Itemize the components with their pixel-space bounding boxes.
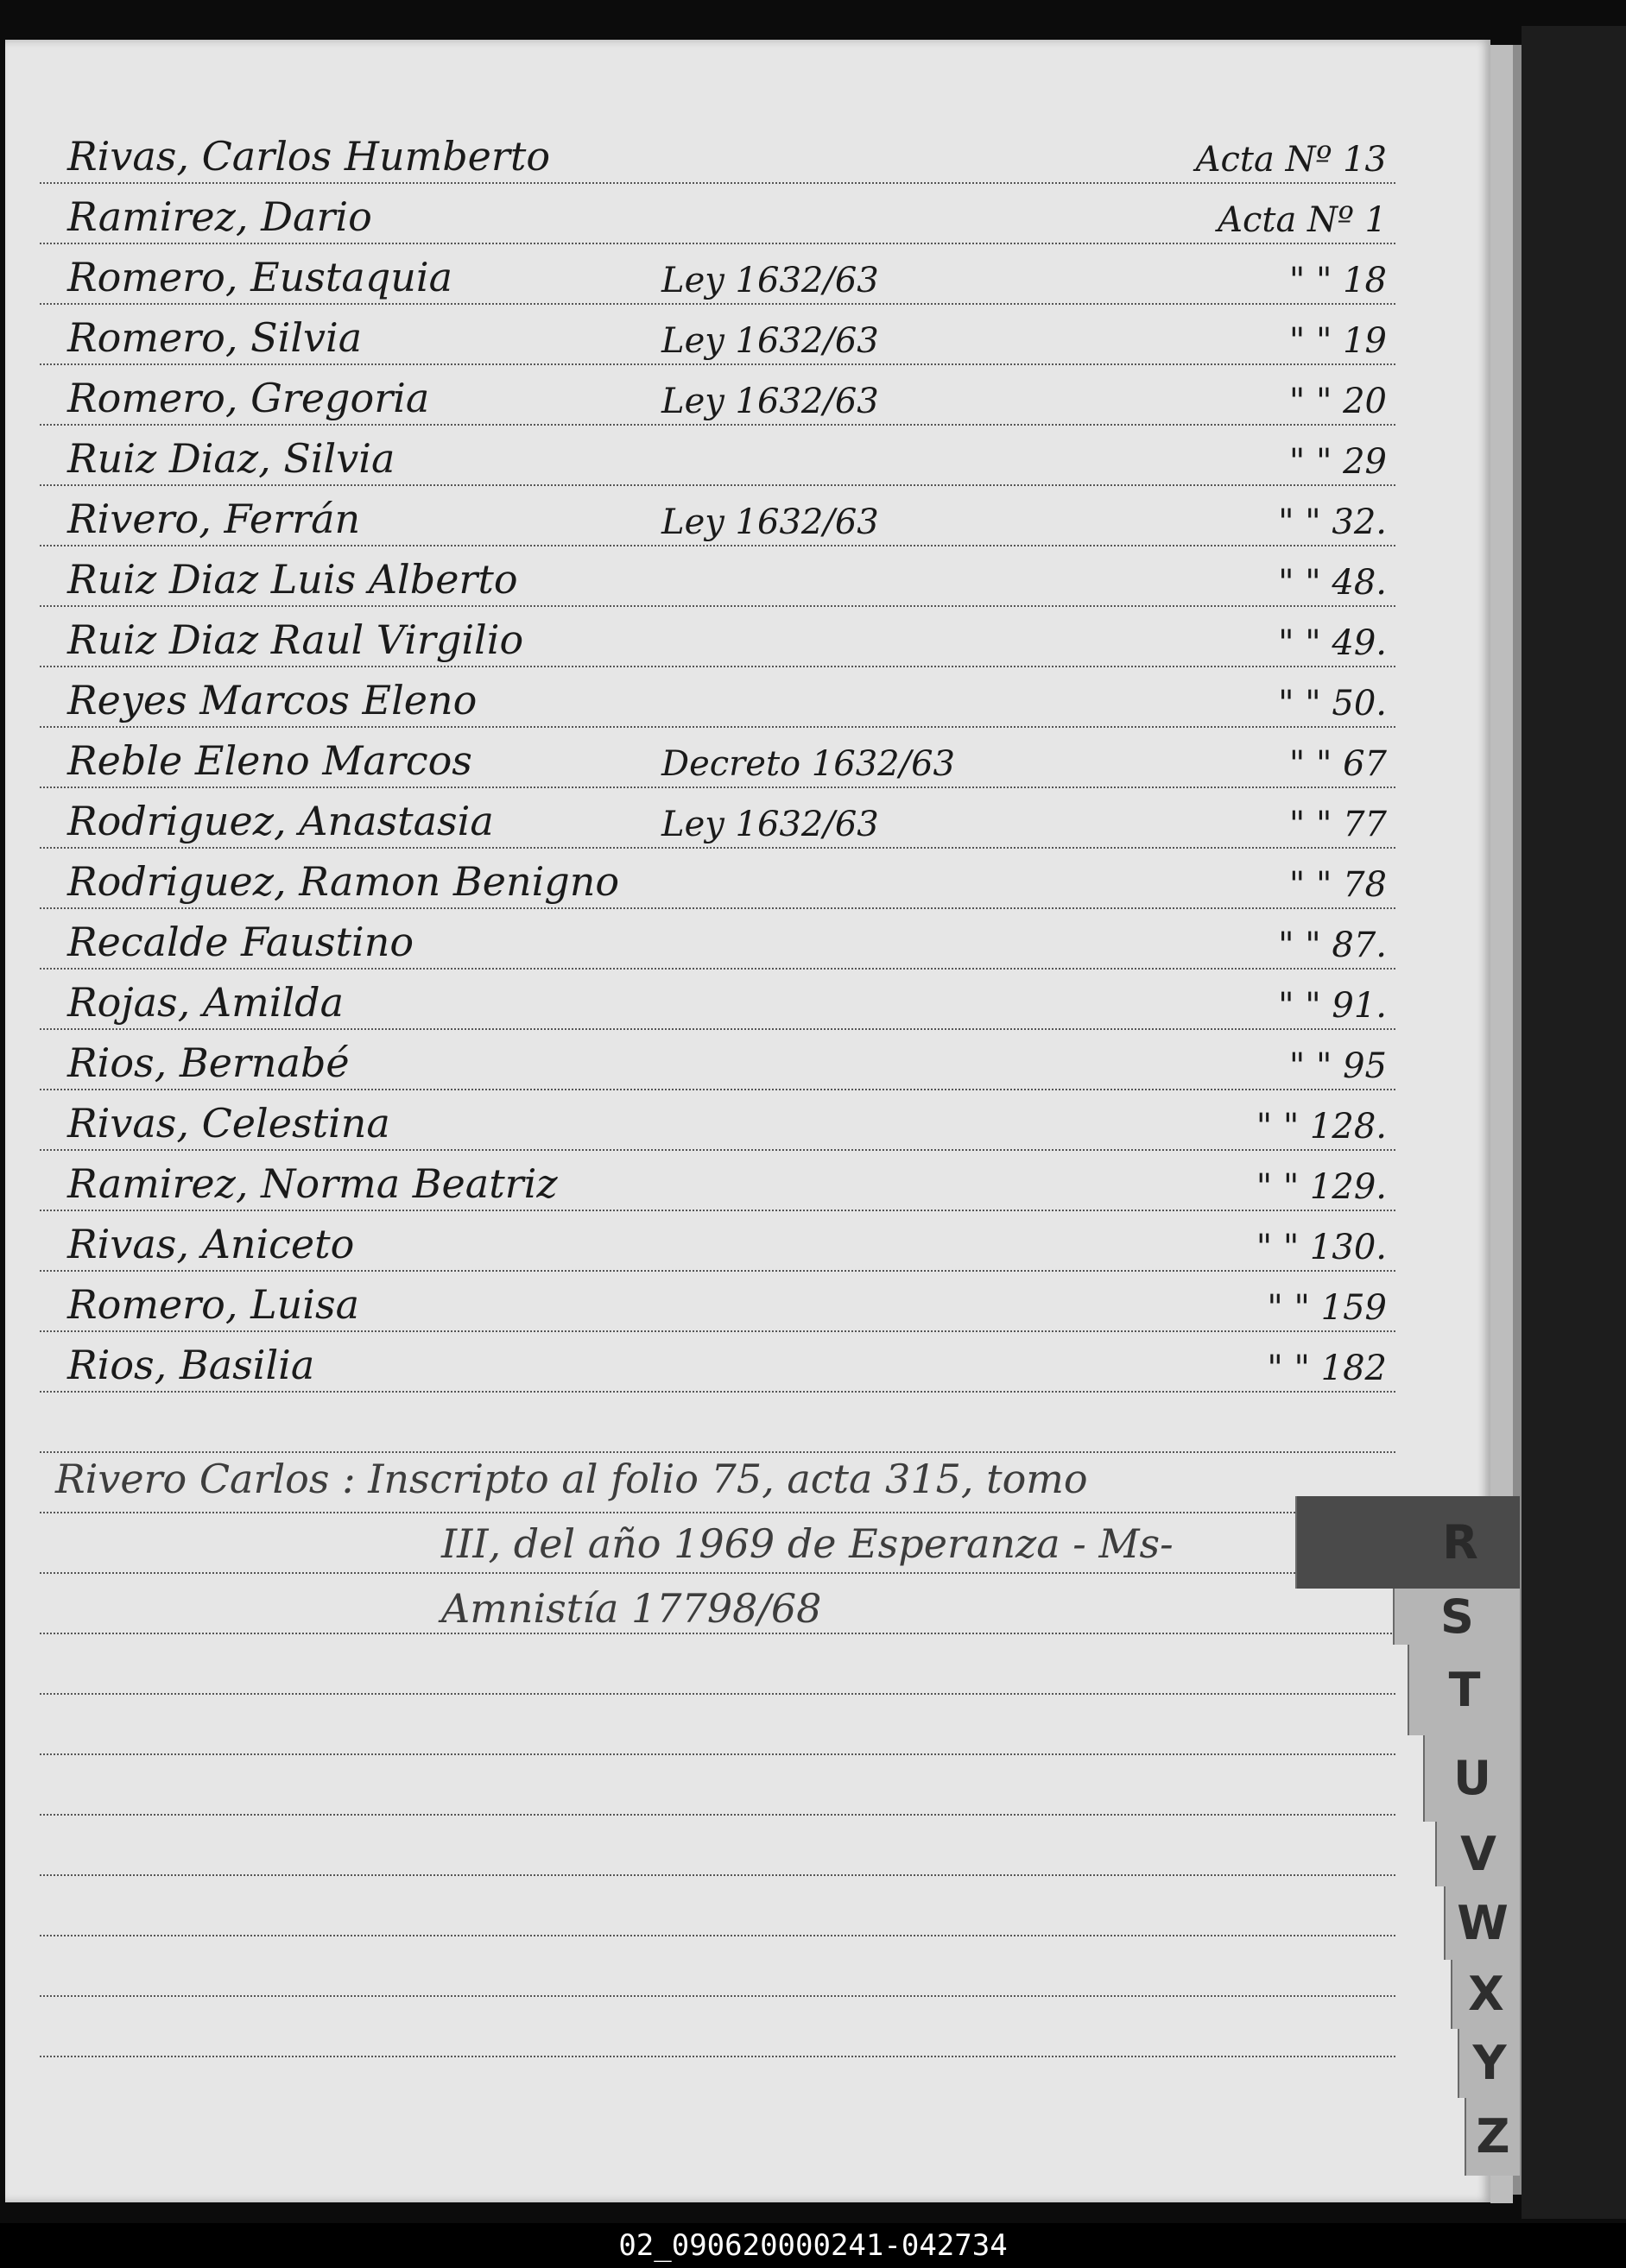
entry-acta: " " 18 — [1288, 261, 1387, 300]
index-tab-r[interactable]: R — [1295, 1496, 1520, 1589]
entry-row — [5, 920, 1473, 972]
entry-law: Decreto 1632/63 — [661, 744, 955, 784]
entry-name: Romero, Luisa — [67, 1281, 360, 1328]
note-line-3: Amnistía 17798/68 — [441, 1585, 822, 1632]
ruled-line — [40, 1814, 1395, 1816]
note-line-1: Rivero Carlos : Inscripto al folio 75, acta 315, tomo — [55, 1456, 1088, 1502]
ruled-line — [40, 1935, 1395, 1936]
entry-acta: " " 87. — [1278, 926, 1387, 965]
ruled-line — [40, 1572, 1395, 1574]
entry-acta: " " 91. — [1278, 986, 1387, 1026]
entry-row — [5, 497, 1473, 549]
entry-row — [5, 1222, 1473, 1274]
ruled-line — [40, 1753, 1395, 1755]
entry-row — [5, 376, 1473, 428]
entry-row — [5, 981, 1473, 1033]
entry-acta: " " 48. — [1278, 563, 1387, 603]
entry-name: Ramirez, Norma Beatriz — [67, 1160, 558, 1207]
entry-acta: " " 49. — [1278, 623, 1387, 663]
entry-row — [5, 1162, 1473, 1214]
index-tab-s[interactable]: S — [1393, 1589, 1520, 1645]
entry-row — [5, 558, 1473, 610]
ruled-line — [40, 2056, 1395, 2057]
entry-row — [5, 1283, 1473, 1335]
entry-row — [5, 799, 1473, 851]
ruled-line — [40, 1874, 1395, 1876]
entry-acta: " " 50. — [1278, 684, 1387, 723]
entry-acta: " " 128. — [1256, 1107, 1387, 1147]
entry-acta: " " 78 — [1288, 865, 1387, 905]
image-caption: 02_090620000241-042734 — [0, 2223, 1626, 2268]
entry-name: Reble Eleno Marcos — [67, 737, 472, 784]
entry-row — [5, 618, 1473, 670]
entry-row — [5, 316, 1473, 368]
entry-acta: " " 29 — [1288, 442, 1387, 482]
entry-name: Rivas, Carlos Humberto — [67, 133, 551, 180]
entry-name: Rodriguez, Ramon Benigno — [67, 858, 620, 905]
entry-name: Rojas, Amilda — [67, 979, 345, 1026]
entry-row — [5, 1343, 1473, 1395]
entry-name: Rios, Bernabé — [67, 1039, 350, 1086]
entry-row — [5, 679, 1473, 730]
entry-acta: " " 67 — [1288, 744, 1387, 784]
entry-name: Ruiz Diaz Raul Virgilio — [67, 616, 524, 663]
entry-row — [5, 860, 1473, 912]
entry-name: Recalde Faustino — [67, 919, 414, 965]
entry-row — [5, 195, 1473, 247]
ruled-line — [40, 1693, 1395, 1695]
entry-acta: " " 20 — [1288, 382, 1387, 421]
entry-acta: " " 95 — [1288, 1046, 1387, 1086]
entry-law: Ley 1632/63 — [661, 382, 879, 421]
entry-acta: " " 129. — [1256, 1167, 1387, 1207]
entry-name: Ruiz Diaz Luis Alberto — [67, 556, 518, 603]
index-tab-y[interactable]: Y — [1458, 2029, 1520, 2098]
entry-acta: Acta Nº 1 — [1218, 200, 1387, 240]
entry-name: Ruiz Diaz, Silvia — [67, 435, 395, 482]
index-tab-u[interactable]: U — [1423, 1735, 1520, 1822]
entry-name: Romero, Gregoria — [67, 375, 430, 421]
ruled-line — [40, 1451, 1395, 1453]
book-cover — [1522, 26, 1626, 2219]
entry-law: Ley 1632/63 — [661, 321, 879, 361]
entry-acta: " " 77 — [1288, 805, 1387, 844]
ruled-line — [40, 1995, 1395, 1997]
entry-name: Romero, Silvia — [67, 314, 363, 361]
entry-acta: " " 159 — [1267, 1288, 1387, 1328]
index-tab-x[interactable]: X — [1451, 1960, 1520, 2029]
entry-acta: " " 182 — [1267, 1349, 1387, 1388]
ruled-line — [40, 1633, 1395, 1634]
entry-name: Ramirez, Dario — [67, 193, 372, 240]
index-tab-v[interactable]: V — [1435, 1822, 1520, 1886]
entry-name: Rios, Basilia — [67, 1342, 315, 1388]
index-tab-w[interactable]: W — [1444, 1886, 1520, 1960]
entry-acta: " " 19 — [1288, 321, 1387, 361]
entry-acta: " " 32. — [1278, 502, 1387, 542]
entry-row — [5, 437, 1473, 489]
entry-name: Rivas, Aniceto — [67, 1221, 355, 1267]
entry-acta: " " 130. — [1256, 1228, 1387, 1267]
entry-law: Ley 1632/63 — [661, 502, 879, 542]
ruled-line — [40, 1512, 1395, 1513]
entry-acta: Acta Nº 13 — [1195, 140, 1387, 180]
entry-name: Rivas, Celestina — [67, 1100, 390, 1147]
entry-name: Reyes Marcos Eleno — [67, 677, 478, 723]
entry-row — [5, 1102, 1473, 1153]
ledger-page — [5, 40, 1490, 2202]
entry-row — [5, 135, 1473, 186]
entry-name: Rivero, Ferrán — [67, 496, 361, 542]
note-line-2: III, del año 1969 de Esperanza - Ms- — [441, 1520, 1174, 1567]
entry-row — [5, 739, 1473, 791]
entry-law: Ley 1632/63 — [661, 805, 879, 844]
entry-row — [5, 1041, 1473, 1093]
entry-name: Rodriguez, Anastasia — [67, 798, 494, 844]
index-tab-z[interactable]: Z — [1465, 2098, 1520, 2176]
entry-name: Romero, Eustaquia — [67, 254, 453, 300]
entry-law: Ley 1632/63 — [661, 261, 879, 300]
index-tab-t[interactable]: T — [1408, 1645, 1520, 1735]
entry-row — [5, 256, 1473, 307]
